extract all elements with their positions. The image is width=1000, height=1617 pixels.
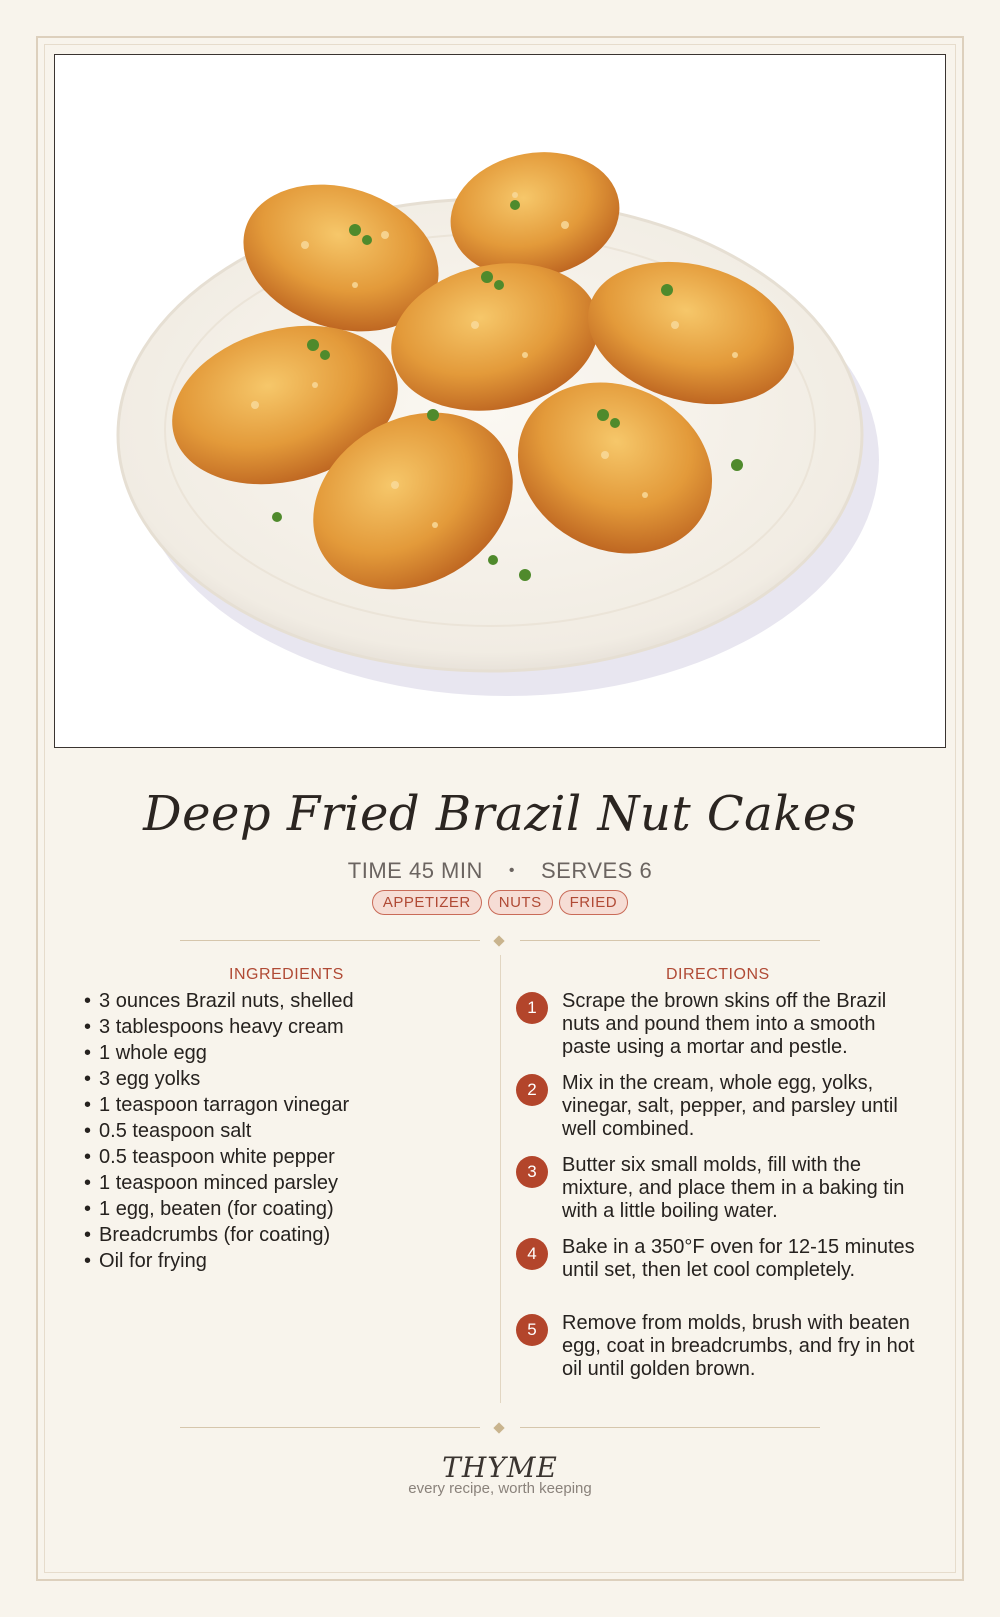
column-divider — [500, 955, 501, 1403]
step-text: Bake in a 350°F oven for 12-15 minutes until set, then let cool completely. — [562, 1236, 915, 1281]
step-number: 2 — [516, 1074, 548, 1106]
diamond-ornament — [493, 935, 504, 946]
ingredient-item: • 3 egg yolks — [84, 1066, 354, 1092]
ingredient-item: • 1 teaspoon minced parsley — [84, 1170, 354, 1196]
ingredient-item: • 1 teaspoon tarragon vinegar — [84, 1092, 354, 1118]
recipe-title: Deep Fried Brazil Nut Cakes — [143, 786, 857, 842]
step-number: 3 — [516, 1156, 548, 1188]
serves-label: SERVES 6 — [540, 858, 653, 883]
ingredient-item: • 0.5 teaspoon salt — [84, 1118, 354, 1144]
bottom-divider — [180, 1421, 820, 1435]
directions-heading: DIRECTIONS — [666, 966, 770, 983]
time-label: TIME 45 MIN — [347, 858, 483, 883]
ingredient-item: • 1 whole egg — [84, 1040, 354, 1066]
step-text: Scrape the brown skins off the Brazil nuts and pound them into a smooth paste using a mortar and pestle. — [562, 990, 887, 1058]
step-number: 4 — [516, 1238, 548, 1270]
ingredient-item: • 0.5 teaspoon white pepper — [84, 1144, 354, 1170]
brand-logo-text: THYME — [442, 1451, 558, 1484]
tag-fried[interactable]: FRIED — [559, 890, 629, 915]
step-text: Mix in the cream, whole egg, yolks, vinegar, salt, pepper, and parsley until well combined. — [562, 1072, 898, 1140]
recipe-photo — [54, 54, 946, 748]
step-text: Remove from molds, brush with beaten egg, coat in breadcrumbs, and fry in hot oil until golden brown. — [562, 1312, 915, 1380]
step-number: 1 — [516, 992, 548, 1024]
tag-nuts[interactable]: NUTS — [488, 890, 553, 915]
ingredients-heading: INGREDIENTS — [229, 966, 344, 983]
fried-cakes-illustration — [55, 55, 946, 748]
ingredient-item: • Breadcrumbs (for coating) — [84, 1222, 354, 1248]
ingredient-item: • Oil for frying — [84, 1248, 354, 1274]
ingredient-item: • 3 ounces Brazil nuts, shelled — [84, 988, 354, 1014]
brand-tagline: every recipe, worth keeping — [408, 1480, 592, 1497]
recipe-meta — [0, 858, 1000, 884]
tag-appetizer[interactable]: APPETIZER — [372, 890, 482, 915]
step-text: Butter six small molds, fill with the mixture, and place them in a baking tin with a little boiling water. — [562, 1154, 905, 1222]
ingredient-item: • 1 egg, beaten (for coating) — [84, 1196, 354, 1222]
meta-separator: • — [508, 862, 515, 879]
step-number: 5 — [516, 1314, 548, 1346]
diamond-ornament — [493, 1422, 504, 1433]
ingredients-list — [84, 988, 354, 1274]
tag-list — [0, 890, 1000, 915]
ingredient-item: • 3 tablespoons heavy cream — [84, 1014, 354, 1040]
top-divider — [180, 934, 820, 948]
